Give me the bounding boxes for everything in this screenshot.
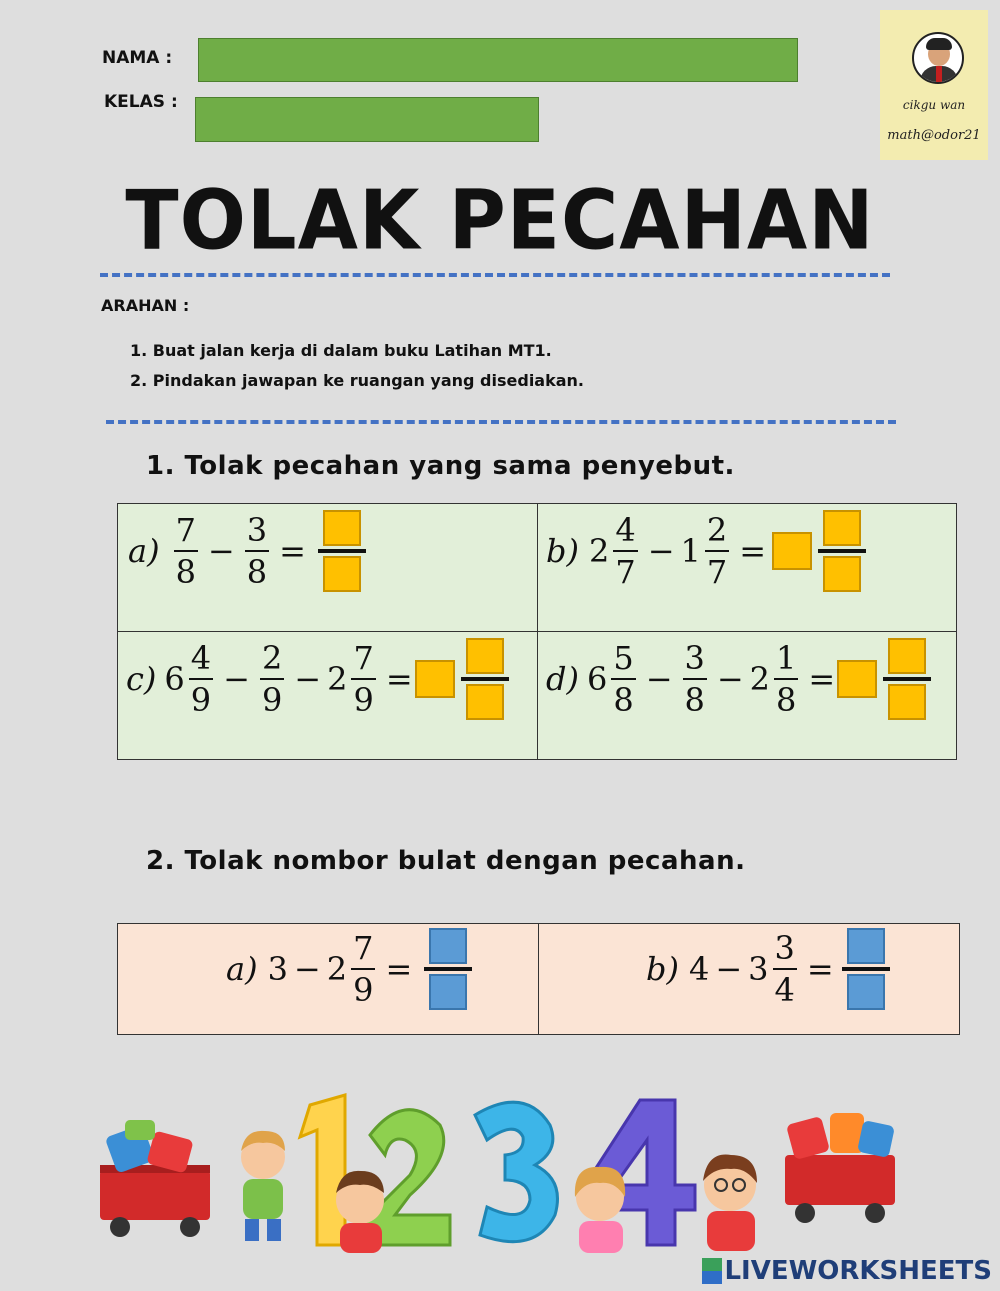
question-2a: a) 3 − 2 $\frac{7}{9}$ =	[226, 928, 472, 1010]
instruction-item-1: 1. Buat jalan kerja di dalam buku Latihan MT1.	[130, 341, 552, 360]
fraction: $\frac{3}{4}$	[774, 929, 795, 1009]
fraction: $\frac{3}{8}$	[684, 639, 705, 719]
tag-1b: b)	[546, 532, 579, 570]
answer-box-denominator[interactable]	[888, 684, 926, 720]
fraction: $\frac{4}{7}$	[615, 511, 636, 591]
tag-1a: a)	[128, 532, 160, 570]
fraction: $\frac{4}{9}$	[190, 639, 212, 719]
question-1c: c) 6 $\frac{4}{9}$ − $\frac{2}{9}$ − 2 $\frac{7}{9}$ =	[126, 638, 509, 720]
tag-2a: a)	[226, 950, 258, 988]
author-avatar	[912, 32, 964, 84]
answer-box-numerator[interactable]	[888, 638, 926, 674]
answer-box-denominator[interactable]	[466, 684, 504, 720]
left-wagon-icon	[100, 1120, 210, 1237]
answer-fraction	[842, 928, 890, 1010]
answer-box-whole[interactable]	[837, 660, 877, 698]
instruction-item-2: 2. Pindakan jawapan ke ruangan yang disediakan.	[130, 371, 585, 390]
answer-box-denominator[interactable]	[429, 974, 467, 1010]
answer-fraction	[883, 638, 931, 720]
question-1b: b) 2 $\frac{4}{7}$ − 1 $\frac{2}{7}$ =	[546, 510, 866, 592]
answer-fraction	[818, 510, 866, 592]
question-1a: a) $\frac{7}{8}$ − $\frac{3}{8}$ =	[128, 510, 366, 592]
question-2b: b) 4 − 3 $\frac{3}{4}$ =	[646, 928, 890, 1010]
tag-1c: c)	[126, 660, 157, 698]
right-wagon-icon	[785, 1113, 895, 1223]
section2-heading: 2. Tolak nombor bulat dengan pecahan.	[146, 846, 746, 876]
kids-numbers-illustration	[95, 1085, 905, 1255]
liveworksheets-logo-icon	[702, 1258, 722, 1284]
liveworksheets-watermark: LIVEWORKSHEETS	[702, 1256, 992, 1286]
divider-bottom	[106, 420, 896, 424]
page-title: TOLAK PECAHAN	[125, 173, 875, 269]
answer-box-denominator[interactable]	[323, 556, 361, 592]
fraction: $\frac{5}{8}$	[613, 639, 634, 719]
fraction: $\frac{7}{9}$	[353, 929, 374, 1009]
answer-box-numerator[interactable]	[823, 510, 861, 546]
tag-1d: d)	[546, 660, 579, 698]
divider-top	[100, 273, 890, 277]
answer-box-numerator[interactable]	[323, 510, 361, 546]
instructions-label: ARAHAN :	[101, 296, 190, 315]
name-input[interactable]	[198, 38, 798, 82]
answer-box-numerator[interactable]	[429, 928, 467, 964]
answer-box-whole[interactable]	[415, 660, 455, 698]
answer-box-denominator[interactable]	[847, 974, 885, 1010]
class-label: KELAS :	[104, 92, 178, 112]
answer-fraction	[461, 638, 509, 720]
author-name: cikgu wan	[902, 98, 966, 112]
answer-box-whole[interactable]	[772, 532, 812, 570]
answer-box-numerator[interactable]	[847, 928, 885, 964]
answer-fraction	[424, 928, 472, 1010]
fraction: $\frac{2}{7}$	[706, 511, 728, 591]
kid-center-icon	[336, 1171, 384, 1253]
tag-2b: b)	[646, 950, 679, 988]
author-card	[880, 10, 988, 160]
kid-left-icon	[241, 1131, 285, 1241]
fraction: $\frac{7}{8}$	[175, 511, 196, 591]
fraction: $\frac{3}{8}$	[246, 511, 268, 591]
kid-right-icon	[703, 1155, 757, 1251]
fraction: $\frac{2}{9}$	[261, 639, 283, 719]
answer-fraction	[318, 510, 366, 592]
fraction: $\frac{7}{9}$	[353, 639, 374, 719]
name-label: NAMA :	[102, 48, 173, 68]
class-input[interactable]	[195, 97, 539, 142]
fraction: $\frac{1}{8}$	[776, 639, 797, 719]
kid-girl-icon	[575, 1167, 625, 1253]
answer-box-denominator[interactable]	[823, 556, 861, 592]
question-1d: d) 6 $\frac{5}{8}$ − $\frac{3}{8}$ − 2 $\frac{1}{8}$ =	[546, 638, 931, 720]
section1-heading: 1. Tolak pecahan yang sama penyebut.	[146, 451, 735, 481]
answer-box-numerator[interactable]	[466, 638, 504, 674]
author-handle: math@odor21	[887, 128, 981, 143]
